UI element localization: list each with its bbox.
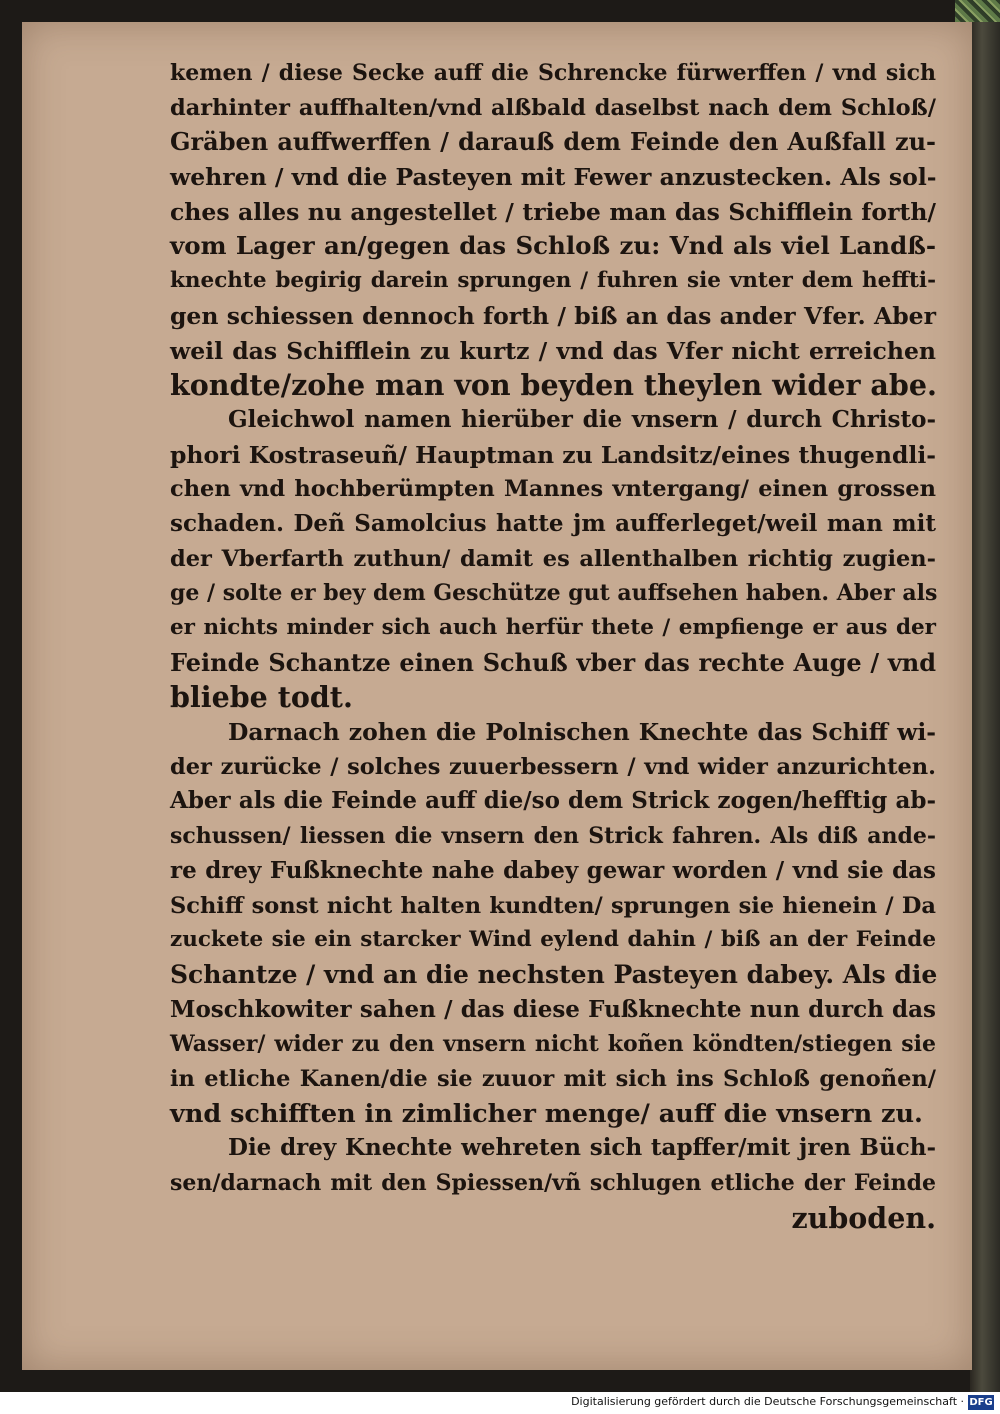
text-line: Schantze / vnd an die nechsten Pasteyen dabey. Als die bbox=[170, 959, 938, 989]
text-line: Darnach zohen die Polnischen Knechte das Schiff wi- bbox=[228, 718, 936, 747]
text-line: zuboden. bbox=[791, 1200, 936, 1235]
funding-notice: Digitalisierung gefördert durch die Deutsche Forschungsgemeinschaft · bbox=[571, 1395, 964, 1408]
text-line: darhinter auffhalten/vnd alßbald daselbst nach dem Schloß/ bbox=[170, 94, 936, 121]
text-line: schussen/ liessen die vnsern den Strick fahren. Als diß ande- bbox=[170, 823, 936, 850]
text-line: vnd schifften in zimlicher menge/ auff die vnsern zu. bbox=[170, 1098, 923, 1129]
text-line: chen vnd hochberümpten Mannes vntergang/ einen grossen bbox=[170, 476, 936, 503]
text-line: bliebe todt. bbox=[170, 680, 353, 715]
text-line: Aber als die Feinde auff die/so dem Strick zogen/hefftig ab- bbox=[170, 787, 936, 815]
marbled-cover-corner bbox=[955, 0, 1000, 22]
text-line: Moschkowiter sahen / das diese Fußknechte nun durch das bbox=[170, 995, 936, 1023]
text-line: in etliche Kanen/die sie zuuor mit sich ins Schloß genoñen/ bbox=[170, 1065, 936, 1092]
funding-footer bbox=[0, 1392, 1000, 1414]
text-line: kemen / diese Secke auff die Schrencke fürwerffen / vnd sich bbox=[170, 60, 936, 86]
text-line: phori Kostraseuñ/ Hauptman zu Landsitz/eines thugendli- bbox=[170, 440, 936, 469]
text-line: weil das Schifflein zu kurtz / vnd das Vfer nicht erreichen bbox=[170, 336, 936, 365]
text-line: zuckete sie ein starcker Wind eylend dahin / biß an der Feinde bbox=[170, 927, 936, 953]
text-line: Schiff sonst nicht halten kundten/ sprungen sie hienein / Da bbox=[170, 892, 936, 919]
text-line: der Vberfarth zuthun/ damit es allenthalben richtig zugien- bbox=[170, 545, 936, 572]
text-line: Die drey Knechte wehreten sich tapffer/mit jren Büch- bbox=[228, 1134, 936, 1162]
text-line: der zurücke / solches zuuerbessern / vnd wider anzurichten. bbox=[170, 753, 936, 780]
dfg-logo: DFG bbox=[969, 1397, 993, 1408]
text-line: Wasser/ wider zu den vnsern nicht koñen köndten/stiegen sie bbox=[170, 1031, 936, 1058]
text-line: knechte begirig darein sprungen / fuhren sie vnter dem heffti- bbox=[170, 268, 936, 294]
text-line: re drey Fußknechte nahe dabey gewar worden / vnd sie das bbox=[170, 856, 936, 884]
text-line: wehren / vnd die Pasteyen mit Fewer anzustecken. Als sol- bbox=[170, 163, 937, 192]
text-line: kondte/zohe man von beyden theylen wider abe. bbox=[170, 368, 937, 403]
text-line: Gleichwol namen hierüber die vnsern / durch Christo- bbox=[228, 405, 936, 433]
text-line: gen schiessen dennoch forth / biß an das ander Vfer. Aber bbox=[170, 301, 936, 330]
text-line: er nichts minder sich auch herfür thete / empfienge er aus der bbox=[170, 615, 936, 640]
text-line: schaden. Deñ Samolcius hatte jm aufferleget/weil man mit bbox=[170, 509, 936, 537]
book-cover-edge bbox=[970, 0, 1000, 1392]
text-line: Feinde Schantze einen Schuß vber das rechte Auge / vnd bbox=[170, 647, 936, 677]
text-line: ge / solte er bey dem Geschütze gut auffsehen haben. Aber als bbox=[170, 580, 938, 607]
text-line: Gräben auffwerffen / darauß dem Feinde den Außfall zu- bbox=[170, 127, 936, 157]
page-text bbox=[170, 56, 936, 1235]
text-line: sen/darnach mit den Spiessen/vñ schlugen etliche der Feinde bbox=[170, 1170, 936, 1196]
text-line: ches alles nu angestellet / triebe man das Schifflein forth/ bbox=[170, 197, 936, 226]
text-line: vom Lager an/gegen das Schloß zu: Vnd als viel Landß- bbox=[170, 231, 936, 261]
